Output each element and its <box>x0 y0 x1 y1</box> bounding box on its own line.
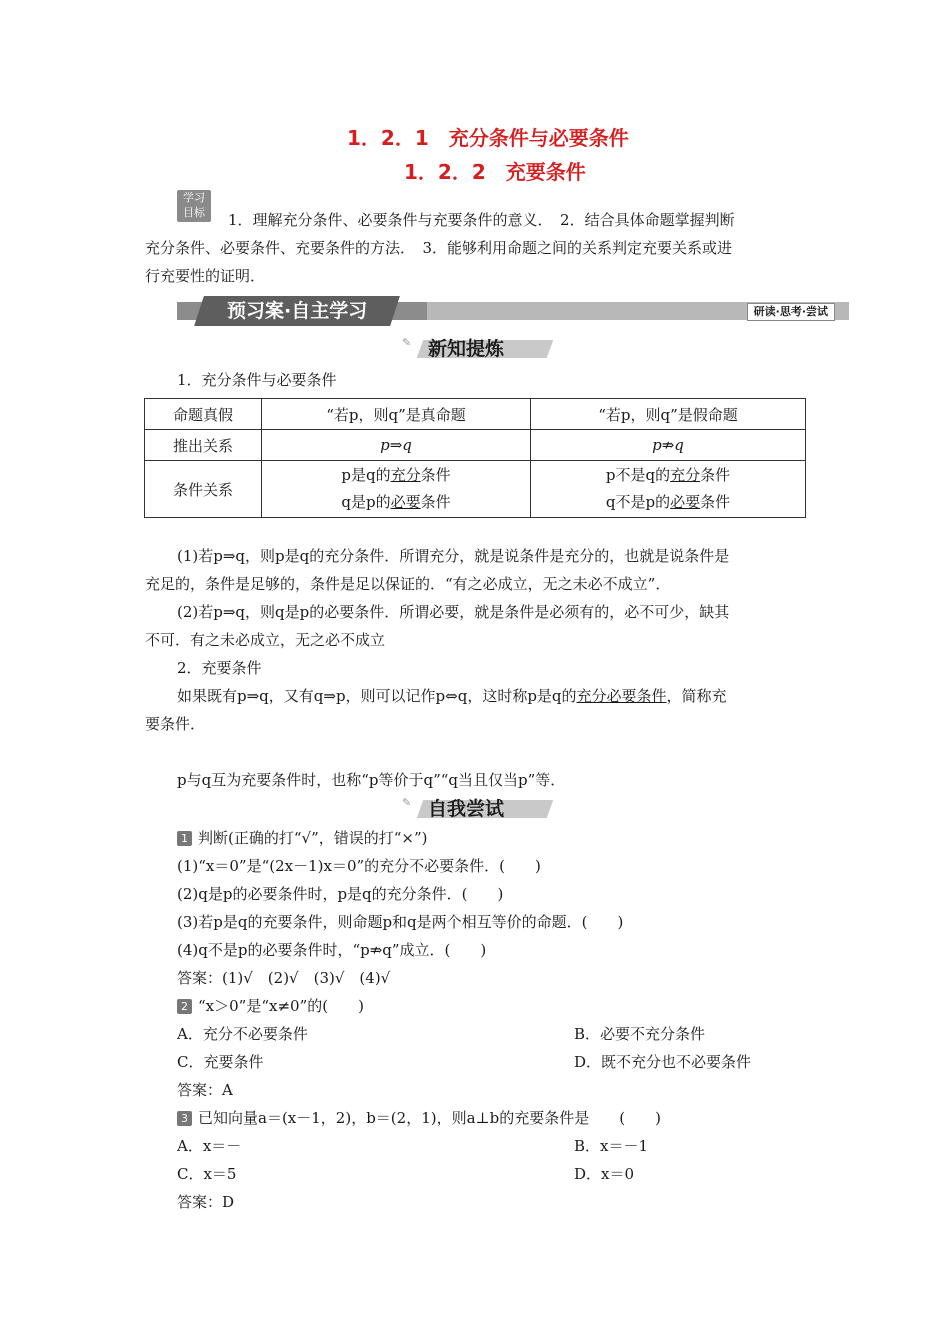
question-number: 3 <box>177 1111 192 1126</box>
item2-line-1: 如果既有p⇒q，又有q⇒p，则可以记作p⇔q，这时称p是q的充分必要条件，简称充 <box>177 687 727 705</box>
q2-answer: 答案：A <box>177 1081 233 1099</box>
question-number: 2 <box>177 999 192 1014</box>
table-cell: p不是q的充分条件 q不是p的必要条件 <box>531 461 806 518</box>
banner-tag: 研读·思考·尝试 <box>747 303 835 321</box>
table-cell: p⇏q <box>531 430 806 461</box>
table-row <box>145 461 806 518</box>
page-subtitle: 1．2．2 充要条件 <box>404 160 586 184</box>
q1-statement-3: (3)若p是q的充要条件，则命题p和q是两个相互等价的命题．( ) <box>177 913 624 931</box>
q1-statement-2: (2)q是p的必要条件时，p是q的充分条件．( ) <box>177 885 504 903</box>
objectives-line-2: 充分条件、必要条件、充要条件的方法． 3．能够利用命题之间的关系判定充要关系或进 <box>145 239 733 257</box>
item2-title: 2．充要条件 <box>177 659 262 677</box>
question-number: 1 <box>177 831 192 846</box>
q2-option-c: C．充要条件 <box>177 1053 264 1071</box>
q1-statement-1: (1)“x＝0”是“(2x－1)x＝0”的充分不必要条件．( ) <box>177 857 541 875</box>
q1-stem: 1 判断(正确的打“√”，错误的打“×”) <box>177 826 428 850</box>
q2-option-d: D．既不充分也不必要条件 <box>574 1053 752 1071</box>
q1-statement-4: (4)q不是p的必要条件时，“p⇏q”成立．( ) <box>177 941 487 959</box>
table-row <box>145 430 806 461</box>
item2-line-2: 要条件． <box>145 715 206 733</box>
q2-option-a: A．充分不必要条件 <box>177 1025 308 1043</box>
note1-line-2: 充足的，条件是足够的，条件是足以保证的．“有之必成立，无之未必不成立”． <box>145 575 671 593</box>
q3-option-c: C．x＝5 <box>177 1165 237 1183</box>
objectives-line-3: 行充要性的证明． <box>145 267 266 285</box>
q2-stem: 2 “x＞0”是“x≠0”的( ) <box>177 994 364 1018</box>
page-title: 1．2．1 充分条件与必要条件 <box>347 126 629 150</box>
q3-option-b: B．x＝－1 <box>574 1137 649 1155</box>
table-cell: 命题真假 <box>145 399 262 430</box>
q1-answer: 答案：(1)√ (2)√ (3)√ (4)√ <box>177 969 391 987</box>
pen-icon: ✎ <box>402 336 412 349</box>
q3-answer: 答案：D <box>177 1193 235 1211</box>
section-heading-new-knowledge: ✎ 新知提炼 <box>402 336 562 362</box>
objectives-badge: 学习 目标 <box>177 190 211 222</box>
pen-icon: ✎ <box>402 796 412 809</box>
q3-option-d: D．x＝0 <box>574 1165 635 1183</box>
section-heading-self-try: ✎ 自我尝试 <box>402 796 562 822</box>
table-cell: 推出关系 <box>145 430 262 461</box>
table-cell: p⇒q <box>262 430 531 461</box>
item1-title: 1．充分条件与必要条件 <box>177 371 337 389</box>
q3-option-a: A．x＝－ <box>177 1137 242 1155</box>
remark: p与q互为充要条件时，也称“p等价于q”“q当且仅当p”等． <box>177 771 566 789</box>
section-banner <box>177 296 849 326</box>
note2-line-2: 不可．有之未必成立，无之必不成立 <box>145 631 386 649</box>
q2-option-b: B．必要不充分条件 <box>574 1025 706 1043</box>
table-cell: “若p，则q”是假命题 <box>531 399 806 430</box>
q3-stem: 3 已知向量a＝(x－1，2)，b＝(2，1)，则a⊥b的充要条件是 ( ) <box>177 1106 661 1130</box>
table-row <box>145 399 806 430</box>
conditions-table <box>144 398 806 518</box>
objectives-line-1: 1．理解充分条件、必要条件与充要条件的意义． 2．结合具体命题掌握判断 <box>228 211 735 229</box>
table-cell: “若p，则q”是真命题 <box>262 399 531 430</box>
banner-title: 预习案·自主学习 <box>194 296 400 326</box>
note1-line-1: (1)若p⇒q，则p是q的充分条件．所谓充分，就是说条件是充分的，也就是说条件是 <box>177 547 730 565</box>
table-cell: 条件关系 <box>145 461 262 518</box>
table-cell: p是q的充分条件 q是p的必要条件 <box>262 461 531 518</box>
note2-line-1: (2)若p⇒q，则q是p的必要条件．所谓必要，就是条件是必须有的，必不可少，缺其 <box>177 603 730 621</box>
